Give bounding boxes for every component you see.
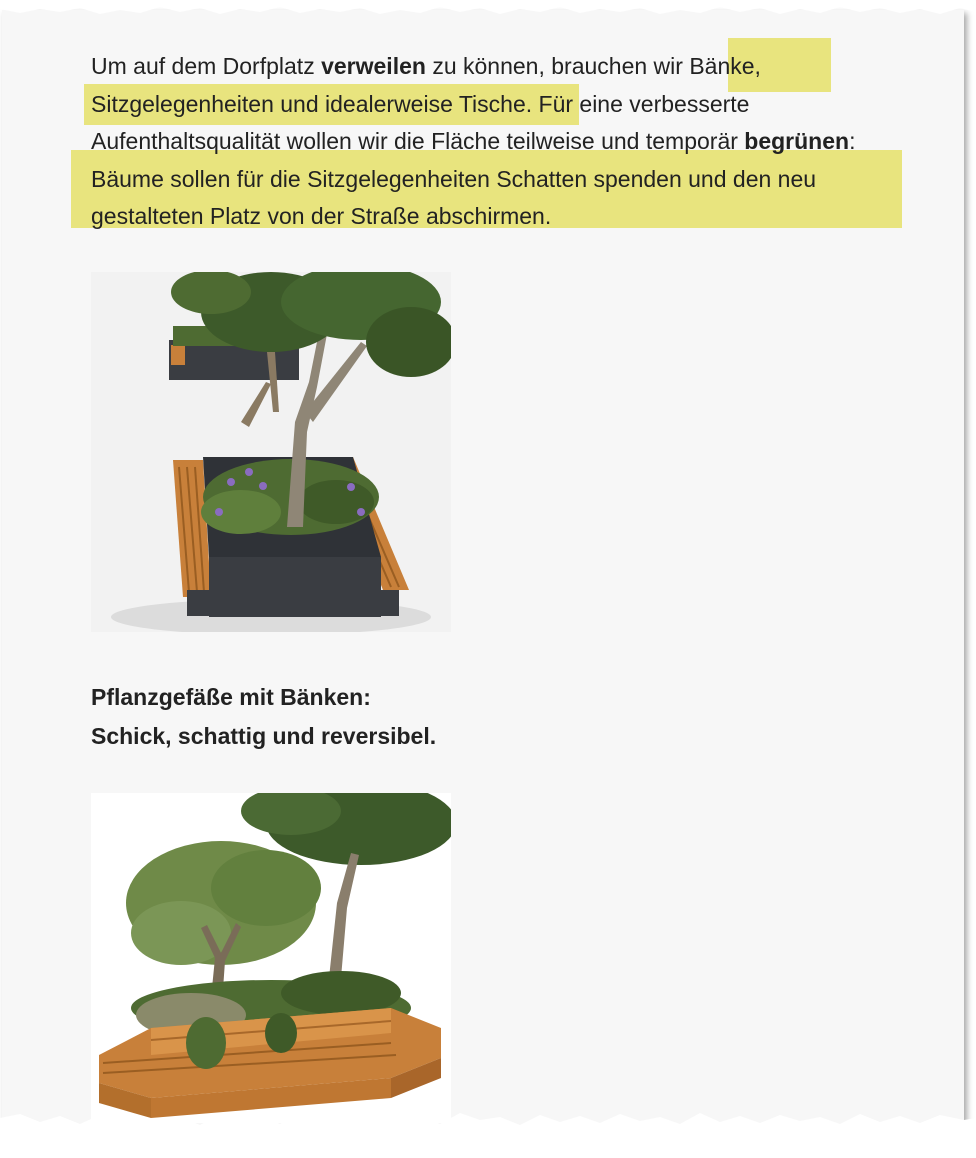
highlighted-text-1: Bänke, Sitzgelegenheiten und idealerweise Tische. <box>91 53 761 117</box>
highlighted-text-2: Bäume sollen für die Sitzgelegenheiten Schatten spenden und den neu gestalteten Platz von der Straße abschirmen. <box>91 165 817 229</box>
planter-bench-image-2 <box>91 793 451 1123</box>
image-caption <box>91 678 436 756</box>
intro-paragraph: Um auf dem Dorfplatz verweilen zu können, brauchen wir Bänke, Sitzgelegenheiten und idealerweise Tische. Für eine verbesserte Aufenthaltsqualität wollen wir die Fläche teilweise und temporär begrünen: Bäume sollen für die Sitzgelegenheiten Schatten spenden und den neu gestalteten Platz von der Straße abschirmen. <box>91 53 856 229</box>
planter-bench-image-1 <box>91 272 451 632</box>
bold-verweilen: verweilen <box>321 53 426 79</box>
bold-begruenen: begrünen <box>744 128 850 154</box>
caption-line-1: Pflanzgefäße mit Bänken: <box>91 684 371 710</box>
caption-line-2: Schick, schattig und reversibel. <box>91 723 437 749</box>
